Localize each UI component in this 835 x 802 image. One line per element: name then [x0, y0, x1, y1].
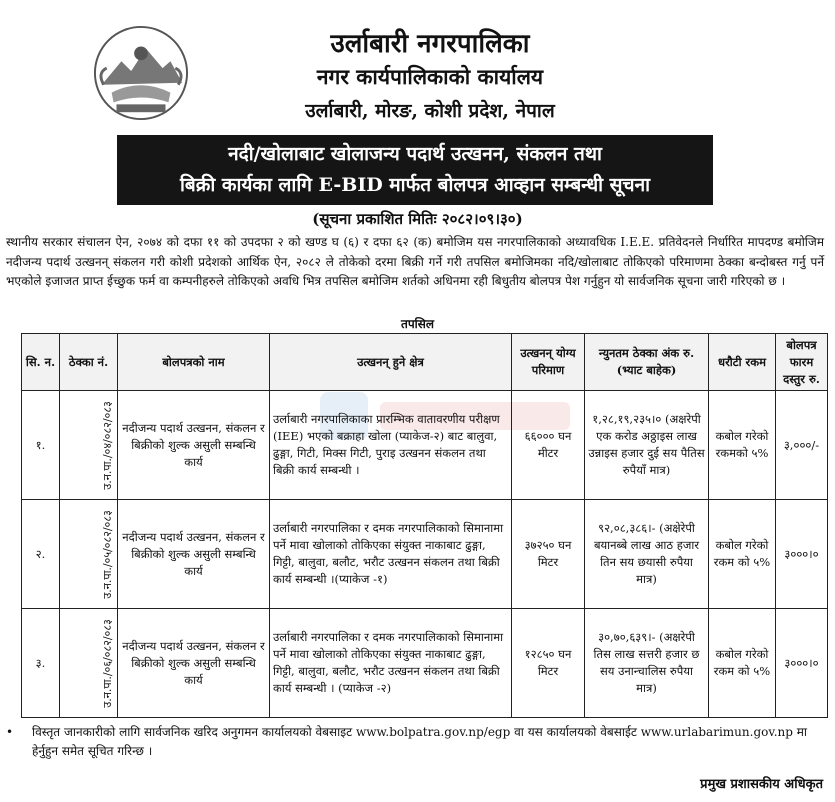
- cell-bid-name: नदीजन्य पदार्थ उत्खनन, संकलन र बिक्रीको शुल्क असुली सम्बन्धि कार्य: [118, 500, 270, 609]
- contract-no-text: उ.न.पा./०४/०८२/०८३: [100, 400, 114, 490]
- cell-quantity: १२८५० घन मिटर: [512, 609, 585, 718]
- municipality-name: उर्लाबारी नगरपालिका: [330, 29, 530, 59]
- letterhead: [0, 0, 835, 130]
- col-header-bid-name: बोलपत्रको नाम: [118, 334, 270, 391]
- table-header-row: [22, 334, 828, 391]
- col-header-fee: बोलपत्र फारम दस्तुर रु.: [776, 334, 828, 391]
- footnote-text: विस्तृत जानकारीको लागि सार्वजनिक खरिद अनुगमन कार्यालयको वेबसाइट www.bolpatra.gov.np/egp वा यस कार्यालयको वेबसाईट www.urlabarimun.gov.np मा हेर्नुहुन समेत सूचित गरिन्छ ।: [32, 725, 808, 758]
- cell-fee: ३०००।०: [776, 609, 828, 718]
- table-row: [22, 391, 828, 500]
- cell-deposit: कबोल गरेको रकम को ५%: [709, 500, 776, 609]
- intro-paragraph: स्थानीय सरकार संचालन ऐन, २०७४ को दफा ११ को उपदफा २ को खण्ड घ (६) र दफा ६२ (क) बमोजिम यस नगरपालिकाको अध्यावधिक I.E.E. प्रतिवेदनले निर्धारित मापदण्ड बमोजिम नदीजन्य पदार्थ उत्खनन् संकलन गरी कोशी प्रदेशको आर्थिक ऐन, २०८२ ले तोकेको दरमा बिक्री गर्ने गरी तपसिल बमोजिमका नदि/खोलाबाट तोकिएको परिमाणमा ठेक्का बन्दोबस्त गर्नु पर्ने भएकोले इजाजत प्राप्त ईच्छुक फर्म वा कम्पनीहरुले तोकिएको अवधि भित्र तपसिल बमोजिम शर्तको अधिनमा रही बिधुतीय बोलपत्र पेश गर्नुहुन यो सार्वजनिक सूचना जारी गरिएको छ ।: [6, 235, 824, 288]
- cell-sn: २.: [22, 500, 60, 609]
- notice-title-line1: नदी/खोलाबाट खोलाजन्य पदार्थ उत्खनन, संकलन तथा: [228, 143, 602, 165]
- col-header-quantity: उत्खनन् योग्य परिमाण: [512, 334, 585, 391]
- contract-no-text: उ.न.पा./०५/०८२/०८३: [100, 509, 114, 599]
- cell-min-amount: १,२८,१९,२३५।० (अक्षरेपी एक करोड अठ्ठाइस लाख उन्नाइस हजार दुई सय पैतिस रुपैयाँ मात्र): [585, 391, 709, 500]
- cell-deposit: कबोल गरेको रकम को ५%: [709, 609, 776, 718]
- cell-sn: १.: [22, 391, 60, 500]
- footnote: [6, 723, 826, 761]
- schedule-title: तपसिल: [400, 317, 434, 331]
- col-header-area: उत्खनन् हुने क्षेत्र: [270, 334, 512, 391]
- cell-area: उर्लाबारी नगरपालिका र दमक नगरपालिकाको सिमानामा पर्ने मावा खोलाको तोकिएका संयुक्त नाकाबाट ढुङ्गा, गिट्टी, बालुवा, बलौट, भरौट उत्खनन संकलन तथा बिक्री कार्य सम्बन्धी । (प्याकेज -२): [270, 609, 512, 718]
- cell-fee: ३०००।०: [776, 500, 828, 609]
- contract-no-text: उ.न.पा./०६/०८२/०८३: [100, 618, 114, 708]
- col-header-deposit: धरौटी रकम: [709, 334, 776, 391]
- office-address: उर्लाबारी, मोरङ, कोशी प्रदेश, नेपाल: [305, 100, 555, 122]
- tender-schedule-table: [21, 333, 828, 718]
- cell-sn: ३.: [22, 609, 60, 718]
- cell-fee: ३,०००/-: [776, 391, 828, 500]
- col-header-min-amount: न्युनतम ठेक्का अंक रु. (भ्याट बाहेक): [585, 334, 709, 391]
- cell-bid-name: नदीजन्य पदार्थ उत्खनन, संकलन र बिक्रीको शुल्क असुली सम्बन्धि कार्य: [118, 609, 270, 718]
- office-name: नगर कार्यपालिकाको कार्यालय: [316, 64, 544, 89]
- cell-quantity: ३७२५० घन मिटर: [512, 500, 585, 609]
- cell-min-amount: ३०,७०,६३९।- (अक्षरेपी तिस लाख सत्तरी हजार छ सय उनान्चालिस रुपैया मात्र): [585, 609, 709, 718]
- notice-title-banner: [117, 135, 713, 205]
- cell-bid-name: नदीजन्य पदार्थ उत्खनन, संकलन र बिक्रीको शुल्क असुली सम्बन्धि कार्य: [118, 391, 270, 500]
- table-row: [22, 609, 828, 718]
- nepal-emblem-icon: [92, 24, 190, 122]
- bullet-icon: •: [6, 725, 14, 739]
- cell-contract-no: [60, 500, 118, 609]
- cell-quantity: ६६००० घन मीटर: [512, 391, 585, 500]
- publication-date: (सूचना प्रकाशित मितिः २०८२।०९।३०): [312, 210, 523, 228]
- cell-contract-no: [60, 609, 118, 718]
- cell-deposit: कबोल गरेको रकमको ५%: [709, 391, 776, 500]
- signatory-title: प्रमुख प्रशासकीय अधिकृत: [700, 777, 823, 792]
- table-row: [22, 500, 828, 609]
- cell-contract-no: [60, 391, 118, 500]
- cell-area: उर्लाबारी नगरपालिका र दमक नगरपालिकाको सिमानामा पर्ने मावा खोलाको तोकिएका संयुक्त नाकाबाट ढुङ्गा, गिट्टी, बालुवा, बलौट, भरौट उत्खनन संकलन तथा बिक्री कार्य सम्बन्धी ।(प्याकेज -१): [270, 500, 512, 609]
- col-header-sn: सि. न.: [22, 334, 60, 391]
- cell-min-amount: ९२,०८,३८६।- (अक्षेरेपी बयानब्बे लाख आठ हजार तिन सय छयासी रुपैया मात्र): [585, 500, 709, 609]
- cell-area: उर्लाबारी नगरपालिकाका प्रारम्भिक वातावरणीय परीक्षण (IEE) भएको बक्राहा खोला (प्याकेज-२) बाट बालुवा, ढुङ्गा, गिटी, मिक्स गिटी, पुराइ उत्खनन संकलन तथा बिक्री कार्य सम्बन्धी ।: [270, 391, 512, 500]
- notice-title-line2: बिक्री कार्यका लागि E-BID मार्फत बोलपत्र आव्हान सम्बन्धी सूचना: [179, 174, 651, 196]
- col-header-contract-no: ठेक्का नं.: [60, 334, 118, 391]
